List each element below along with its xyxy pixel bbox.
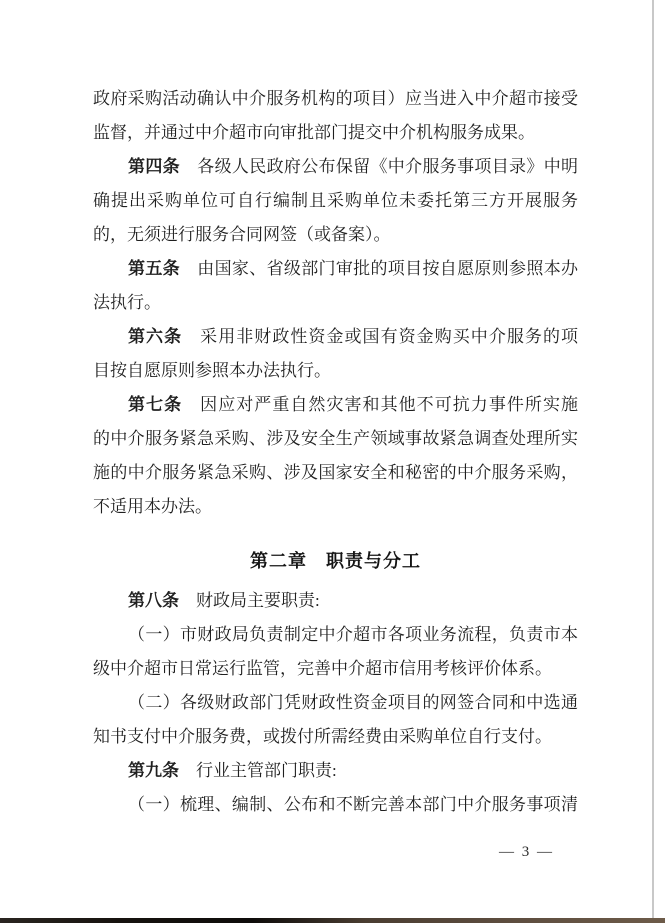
- body-line: （二）各级财政部门凭财政性资金项目的网签合同和中选通: [128, 693, 578, 712]
- article-text: 因应对严重自然灾害和其他不可抗力事件所实施: [182, 395, 578, 414]
- body-line: 施的中介服务紧急采购、涉及国家安全和秘密的中介服务采购，: [93, 463, 578, 482]
- article-text: 各级人民政府公布保留《中介服务事项目录》中明: [179, 157, 578, 176]
- page-number: — 3 —: [499, 844, 554, 860]
- body-line: 不适用本办法。: [93, 497, 212, 516]
- article-text: 由国家、省级部门审批的项目按自愿原则参照本办: [179, 259, 578, 278]
- article-number: 第四条: [128, 157, 180, 176]
- article-number: 第六条: [128, 327, 183, 346]
- body-line: 确提出采购单位可自行编制且采购单位未委托第三方开展服务: [93, 191, 578, 210]
- scan-edge-line: [652, 0, 654, 923]
- article-text: 财政局主要职责:: [179, 591, 320, 610]
- article-line: [93, 754, 578, 788]
- article-line: [93, 320, 578, 354]
- body-line: 级中介超市日常运行监管，完善中介超市信用考核评价体系。: [93, 659, 552, 678]
- article-number: 第八条: [128, 591, 179, 610]
- body-line: 目按自愿原则参照本办法执行。: [93, 361, 331, 380]
- article-number: 第七条: [128, 395, 183, 414]
- body-line: 监督，并通过中介超市向审批部门提交中介机构服务成果。: [93, 123, 535, 142]
- article-text: 采用非财政性资金或国有资金购买中介服务的项: [182, 327, 578, 346]
- body-line: 的，无须进行服务合同网签（或备案）。: [93, 225, 391, 244]
- body-line: （一）市财政局负责制定中介超市各项业务流程，负责市本: [128, 625, 578, 644]
- body-line: 知书支付中介服务费，或拨付所需经费由采购单位自行支付。: [93, 727, 552, 746]
- article-line: [93, 388, 578, 422]
- article-text: 行业主管部门职责:: [179, 761, 337, 780]
- article-line: [93, 252, 578, 286]
- chapter-heading: 第二章 职责与分工: [250, 551, 421, 571]
- article-number: 第九条: [128, 761, 179, 780]
- body-line: 的中介服务紧急采购、涉及安全生产领域事故紧急调查处理所实: [93, 429, 578, 448]
- body-line: 政府采购活动确认中介服务机构的项目）应当进入中介超市接受: [93, 89, 578, 108]
- text-column: [93, 82, 578, 822]
- body-line: （一）梳理、编制、公布和不断完善本部门中介服务事项清: [128, 795, 578, 814]
- article-line: [93, 584, 578, 618]
- body-line: 法执行。: [93, 293, 161, 312]
- article-number: 第五条: [128, 259, 180, 278]
- scan-bottom-bar: [0, 918, 665, 923]
- article-line: [93, 150, 578, 184]
